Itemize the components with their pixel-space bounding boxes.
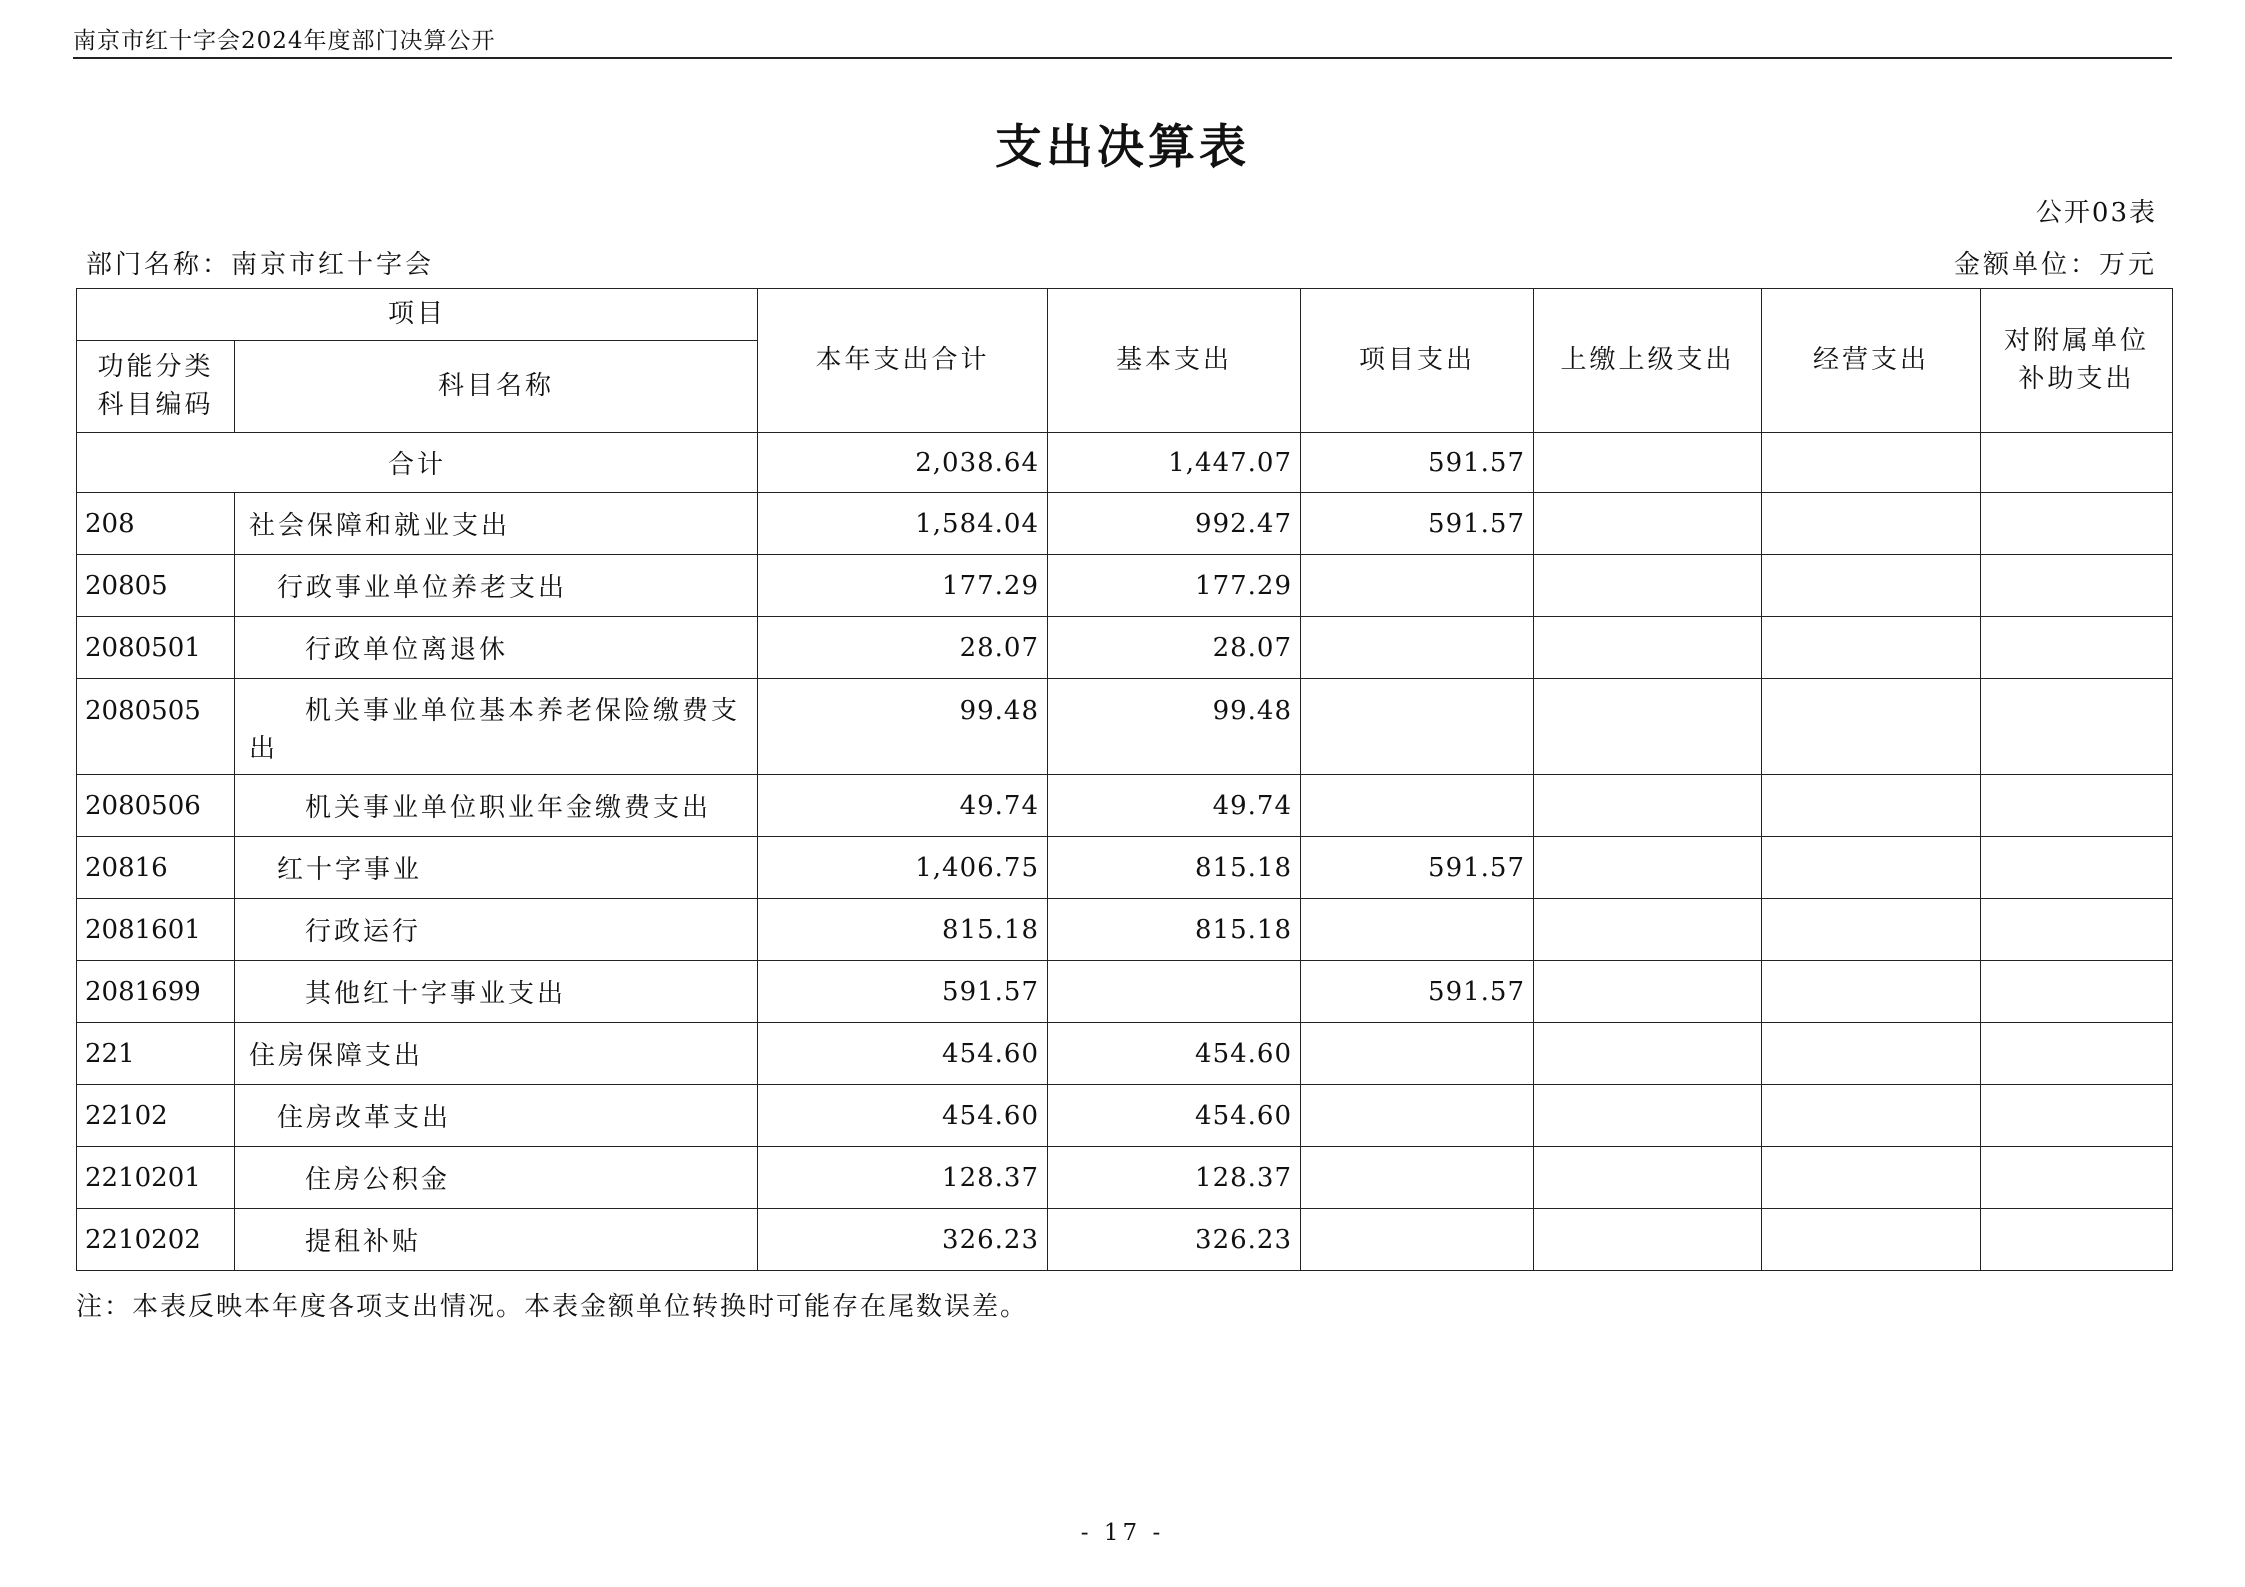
subject-code: 208 bbox=[77, 493, 235, 555]
cell-total: 454.60 bbox=[758, 1023, 1048, 1085]
cell-basic: 454.60 bbox=[1048, 1085, 1301, 1147]
cell-business bbox=[1762, 617, 1981, 679]
cell-subsidy bbox=[1981, 837, 2173, 899]
cell-basic: 128.37 bbox=[1048, 1147, 1301, 1209]
header-upper: 上缴上级支出 bbox=[1534, 289, 1762, 433]
total-cell-subsidy bbox=[1981, 433, 2173, 493]
cell-business bbox=[1762, 837, 1981, 899]
subject-name: 住房保障支出 bbox=[235, 1023, 758, 1085]
cell-total: 1,584.04 bbox=[758, 493, 1048, 555]
subject-name: 住房公积金 bbox=[235, 1147, 758, 1209]
total-cell-total: 2,038.64 bbox=[758, 433, 1048, 493]
cell-business bbox=[1762, 679, 1981, 775]
cell-subsidy bbox=[1981, 775, 2173, 837]
cell-basic: 454.60 bbox=[1048, 1023, 1301, 1085]
cell-upper bbox=[1534, 555, 1762, 617]
page-number: - 17 - bbox=[1080, 1520, 1165, 1546]
subject-code: 20805 bbox=[77, 555, 235, 617]
subject-name: 机关事业单位职业年金缴费支出 bbox=[235, 775, 758, 837]
cell-business bbox=[1762, 775, 1981, 837]
subject-code: 2080506 bbox=[77, 775, 235, 837]
cell-total: 454.60 bbox=[758, 1085, 1048, 1147]
cell-total: 28.07 bbox=[758, 617, 1048, 679]
cell-basic bbox=[1048, 961, 1301, 1023]
subject-name: 行政运行 bbox=[235, 899, 758, 961]
subject-code: 22102 bbox=[77, 1085, 235, 1147]
total-row bbox=[77, 433, 2173, 493]
cell-subsidy bbox=[1981, 899, 2173, 961]
cell-basic: 326.23 bbox=[1048, 1209, 1301, 1271]
table-note: 注：本表反映本年度各项支出情况。本表金额单位转换时可能存在尾数误差。 bbox=[76, 1292, 1029, 1322]
table-row bbox=[77, 775, 2173, 837]
total-cell-project: 591.57 bbox=[1301, 433, 1534, 493]
department-label: 部门名称：南京市红十字会 bbox=[86, 250, 435, 280]
subject-name: 住房改革支出 bbox=[235, 1085, 758, 1147]
cell-business bbox=[1762, 493, 1981, 555]
cell-basic: 99.48 bbox=[1048, 679, 1301, 775]
page-title: 支出决算表 bbox=[995, 120, 1250, 175]
cell-basic: 815.18 bbox=[1048, 837, 1301, 899]
subject-name: 社会保障和就业支出 bbox=[235, 493, 758, 555]
total-cell-business bbox=[1762, 433, 1981, 493]
cell-project bbox=[1301, 775, 1534, 837]
cell-upper bbox=[1534, 775, 1762, 837]
header-code: 功能分类 科目编码 bbox=[77, 341, 235, 433]
header-subject: 科目名称 bbox=[235, 341, 758, 433]
table-row bbox=[77, 1085, 2173, 1147]
total-cell-upper bbox=[1534, 433, 1762, 493]
cell-project bbox=[1301, 1085, 1534, 1147]
header-total: 本年支出合计 bbox=[758, 289, 1048, 433]
cell-project bbox=[1301, 1023, 1534, 1085]
table-row bbox=[77, 617, 2173, 679]
table-row bbox=[77, 837, 2173, 899]
cell-business bbox=[1762, 1209, 1981, 1271]
cell-upper bbox=[1534, 1023, 1762, 1085]
document-header: 南京市红十字会2024年度部门决算公开 bbox=[73, 28, 496, 54]
subject-name: 其他红十字事业支出 bbox=[235, 961, 758, 1023]
subject-code: 221 bbox=[77, 1023, 235, 1085]
unit-label: 金额单位：万元 bbox=[1953, 250, 2157, 280]
cell-total: 591.57 bbox=[758, 961, 1048, 1023]
subject-code: 2081699 bbox=[77, 961, 235, 1023]
cell-business bbox=[1762, 899, 1981, 961]
header-project: 项目支出 bbox=[1301, 289, 1534, 433]
cell-upper bbox=[1534, 837, 1762, 899]
cell-total: 99.48 bbox=[758, 679, 1048, 775]
cell-project: 591.57 bbox=[1301, 837, 1534, 899]
header-business: 经营支出 bbox=[1762, 289, 1981, 433]
cell-total: 326.23 bbox=[758, 1209, 1048, 1271]
form-number: 公开03表 bbox=[2035, 198, 2157, 228]
cell-total: 177.29 bbox=[758, 555, 1048, 617]
cell-subsidy bbox=[1981, 555, 2173, 617]
subject-name: 机关事业单位基本养老保险缴费支出 bbox=[235, 679, 758, 775]
subject-name: 红十字事业 bbox=[235, 837, 758, 899]
table-row bbox=[77, 1023, 2173, 1085]
cell-business bbox=[1762, 1085, 1981, 1147]
cell-business bbox=[1762, 555, 1981, 617]
total-cell-basic: 1,447.07 bbox=[1048, 433, 1301, 493]
subject-name: 提租补贴 bbox=[235, 1209, 758, 1271]
cell-subsidy bbox=[1981, 493, 2173, 555]
cell-subsidy bbox=[1981, 617, 2173, 679]
cell-project: 591.57 bbox=[1301, 961, 1534, 1023]
cell-basic: 49.74 bbox=[1048, 775, 1301, 837]
header-item: 项目 bbox=[77, 289, 758, 341]
cell-upper bbox=[1534, 899, 1762, 961]
table-row bbox=[77, 961, 2173, 1023]
cell-total: 128.37 bbox=[758, 1147, 1048, 1209]
cell-project bbox=[1301, 899, 1534, 961]
cell-subsidy bbox=[1981, 1023, 2173, 1085]
subject-code: 2210202 bbox=[77, 1209, 235, 1271]
subject-code: 2210201 bbox=[77, 1147, 235, 1209]
cell-subsidy bbox=[1981, 961, 2173, 1023]
cell-total: 49.74 bbox=[758, 775, 1048, 837]
cell-upper bbox=[1534, 1085, 1762, 1147]
table-row bbox=[77, 899, 2173, 961]
cell-project bbox=[1301, 679, 1534, 775]
total-label: 合计 bbox=[77, 433, 758, 493]
table-row bbox=[77, 1147, 2173, 1209]
cell-basic: 992.47 bbox=[1048, 493, 1301, 555]
cell-subsidy bbox=[1981, 679, 2173, 775]
cell-basic: 815.18 bbox=[1048, 899, 1301, 961]
subject-code: 2081601 bbox=[77, 899, 235, 961]
cell-upper bbox=[1534, 679, 1762, 775]
cell-business bbox=[1762, 961, 1981, 1023]
cell-upper bbox=[1534, 961, 1762, 1023]
cell-project: 591.57 bbox=[1301, 493, 1534, 555]
table-row bbox=[77, 493, 2173, 555]
header-rule bbox=[73, 57, 2172, 59]
cell-upper bbox=[1534, 1147, 1762, 1209]
header-subsidy: 对附属单位 补助支出 bbox=[1981, 289, 2173, 433]
cell-project bbox=[1301, 617, 1534, 679]
cell-subsidy bbox=[1981, 1147, 2173, 1209]
subject-name: 行政单位离退休 bbox=[235, 617, 758, 679]
cell-project bbox=[1301, 1147, 1534, 1209]
cell-basic: 177.29 bbox=[1048, 555, 1301, 617]
header-basic: 基本支出 bbox=[1048, 289, 1301, 433]
expenditure-table bbox=[76, 288, 2173, 1271]
cell-basic: 28.07 bbox=[1048, 617, 1301, 679]
table-row bbox=[77, 1209, 2173, 1271]
cell-total: 815.18 bbox=[758, 899, 1048, 961]
cell-total: 1,406.75 bbox=[758, 837, 1048, 899]
cell-subsidy bbox=[1981, 1209, 2173, 1271]
cell-project bbox=[1301, 555, 1534, 617]
table-row bbox=[77, 555, 2173, 617]
subject-code: 2080501 bbox=[77, 617, 235, 679]
cell-upper bbox=[1534, 617, 1762, 679]
cell-project bbox=[1301, 1209, 1534, 1271]
cell-business bbox=[1762, 1147, 1981, 1209]
subject-name: 行政事业单位养老支出 bbox=[235, 555, 758, 617]
cell-upper bbox=[1534, 493, 1762, 555]
cell-business bbox=[1762, 1023, 1981, 1085]
cell-upper bbox=[1534, 1209, 1762, 1271]
cell-subsidy bbox=[1981, 1085, 2173, 1147]
table-row bbox=[77, 679, 2173, 775]
subject-code: 2080505 bbox=[77, 679, 235, 775]
subject-code: 20816 bbox=[77, 837, 235, 899]
